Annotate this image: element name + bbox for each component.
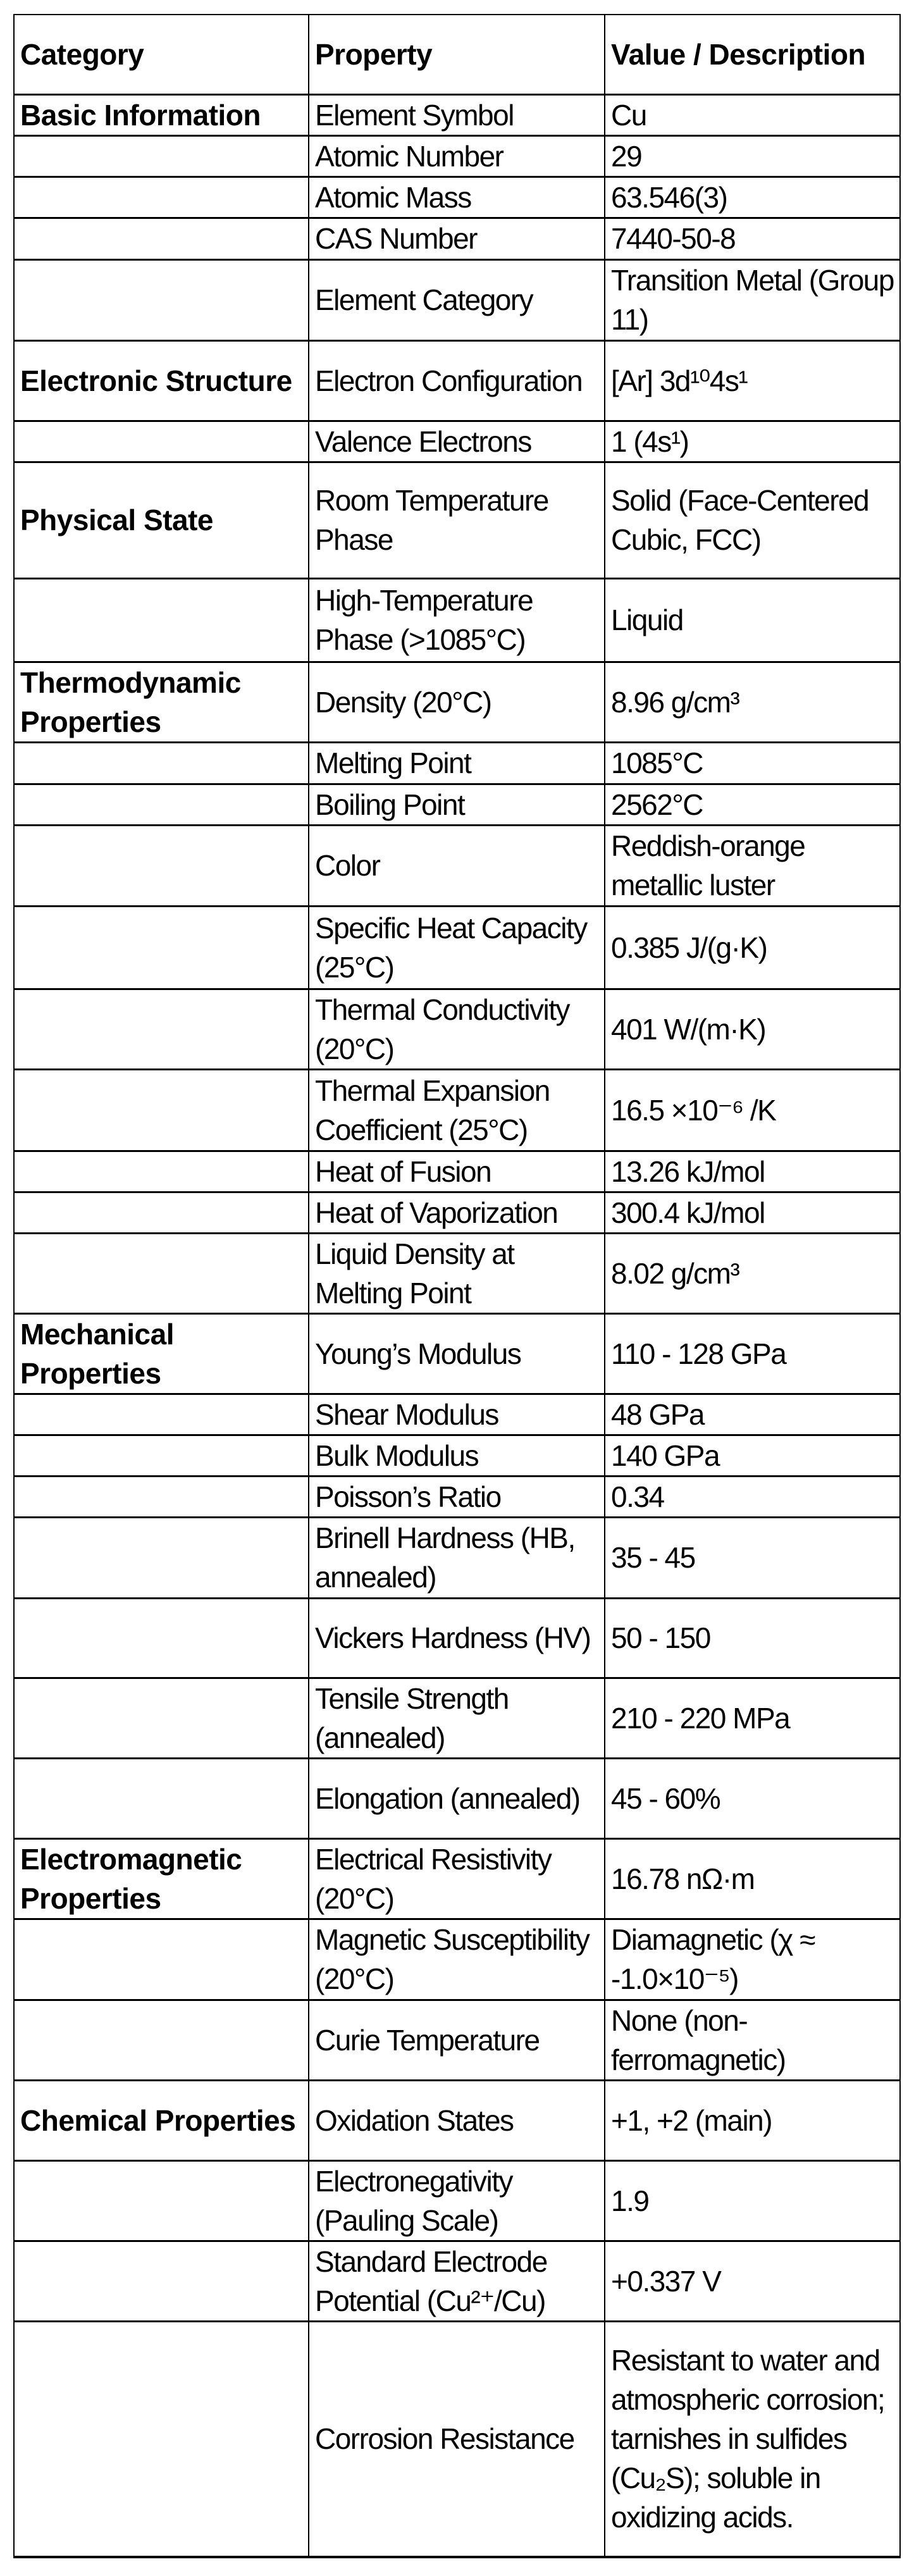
property-cell: Element Symbol <box>309 94 605 135</box>
value-cell: +1, +2 (main) <box>605 2080 900 2160</box>
category-cell: Electronic Structure <box>14 340 309 421</box>
table-row <box>14 2241 900 2321</box>
category-cell <box>14 1598 309 1678</box>
table-row <box>14 1192 900 1233</box>
property-cell: Vickers Hardness (HV) <box>309 1598 605 1678</box>
table-row <box>14 2000 900 2080</box>
category-cell <box>14 1678 309 1758</box>
category-cell <box>14 1435 309 1476</box>
table-row <box>14 1758 900 1838</box>
value-cell: 110 - 128 GPa <box>605 1313 900 1394</box>
property-cell: Melting Point <box>309 742 605 784</box>
value-cell: 29 <box>605 135 900 176</box>
value-cell: +0.337 V <box>605 2241 900 2321</box>
value-cell: 16.5 ×10⁻⁶ /K <box>605 1069 900 1151</box>
category-cell <box>14 1069 309 1151</box>
value-cell: Cu <box>605 94 900 135</box>
category-cell <box>14 578 309 662</box>
category-cell: Basic Information <box>14 94 309 135</box>
category-cell: Thermodynamic Properties <box>14 662 309 742</box>
property-cell: Specific Heat Capacity (25°C) <box>309 906 605 989</box>
table-row <box>14 1151 900 1192</box>
table-row <box>14 218 900 259</box>
header-property: Property <box>309 15 605 94</box>
category-cell <box>14 742 309 784</box>
property-cell: Corrosion Resistance <box>309 2321 605 2557</box>
category-cell <box>14 1151 309 1192</box>
table-row <box>14 340 900 421</box>
category-cell <box>14 1476 309 1517</box>
property-cell: Shear Modulus <box>309 1394 605 1435</box>
value-cell: 1085°C <box>605 742 900 784</box>
category-cell <box>14 259 309 340</box>
table-row <box>14 742 900 784</box>
value-cell: 8.96 g/cm³ <box>605 662 900 742</box>
property-cell: Young’s Modulus <box>309 1313 605 1394</box>
value-cell: Diamagnetic (χ ≈ -1.0×10⁻⁵) <box>605 1919 900 2000</box>
property-cell: Heat of Vaporization <box>309 1192 605 1233</box>
category-cell: Physical State <box>14 462 309 578</box>
value-cell: 16.78 nΩ·m <box>605 1838 900 1919</box>
table-row <box>14 825 900 906</box>
property-cell: Liquid Density at Melting Point <box>309 1233 605 1313</box>
header-value: Value / Description <box>605 15 900 94</box>
property-cell: Atomic Mass <box>309 176 605 218</box>
category-cell <box>14 825 309 906</box>
value-cell: Transition Metal (Group 11) <box>605 259 900 340</box>
category-cell <box>14 989 309 1069</box>
category-cell <box>14 1919 309 2000</box>
value-cell: None (non-ferromagnetic) <box>605 2000 900 2080</box>
value-cell: 7440-50-8 <box>605 218 900 259</box>
property-cell: Electrical Resistivity (20°C) <box>309 1838 605 1919</box>
table-row <box>14 1678 900 1758</box>
table-row <box>14 94 900 135</box>
property-cell: Heat of Fusion <box>309 1151 605 1192</box>
table-row <box>14 1394 900 1435</box>
category-cell: Mechanical Properties <box>14 1313 309 1394</box>
table-row <box>14 1598 900 1678</box>
property-cell: Bulk Modulus <box>309 1435 605 1476</box>
property-cell: Room Temperature Phase <box>309 462 605 578</box>
category-cell <box>14 135 309 176</box>
value-cell: 35 - 45 <box>605 1517 900 1598</box>
table-row <box>14 2321 900 2557</box>
property-cell: Oxidation States <box>309 2080 605 2160</box>
value-cell: 140 GPa <box>605 1435 900 1476</box>
category-cell <box>14 2241 309 2321</box>
value-cell: Solid (Face-Centered Cubic, FCC) <box>605 462 900 578</box>
category-cell <box>14 1192 309 1233</box>
category-cell <box>14 218 309 259</box>
table-row <box>14 2160 900 2241</box>
category-cell <box>14 906 309 989</box>
value-cell: Liquid <box>605 578 900 662</box>
table-row <box>14 989 900 1069</box>
value-cell: 2562°C <box>605 784 900 825</box>
table-row <box>14 259 900 340</box>
table-row <box>14 1838 900 1919</box>
table-row <box>14 135 900 176</box>
value-cell: 1 (4s¹) <box>605 421 900 462</box>
value-cell: 48 GPa <box>605 1394 900 1435</box>
property-cell: Poisson’s Ratio <box>309 1476 605 1517</box>
property-cell: Thermal Conductivity (20°C) <box>309 989 605 1069</box>
category-cell <box>14 176 309 218</box>
table-header-row <box>14 15 900 94</box>
table-row <box>14 176 900 218</box>
property-cell: Valence Electrons <box>309 421 605 462</box>
category-cell <box>14 1233 309 1313</box>
copper-properties-table <box>13 14 901 2558</box>
value-cell: 50 - 150 <box>605 1598 900 1678</box>
value-cell: 401 W/(m·K) <box>605 989 900 1069</box>
property-cell: Color <box>309 825 605 906</box>
property-cell: Electron Configuration <box>309 340 605 421</box>
property-cell: CAS Number <box>309 218 605 259</box>
category-cell <box>14 1517 309 1598</box>
property-cell: Standard Electrode Potential (Cu²⁺/Cu) <box>309 2241 605 2321</box>
table-row <box>14 2080 900 2160</box>
property-cell: Element Category <box>309 259 605 340</box>
category-cell: Chemical Properties <box>14 2080 309 2160</box>
property-cell: Elongation (annealed) <box>309 1758 605 1838</box>
value-cell: 0.385 J/(g·K) <box>605 906 900 989</box>
value-cell: Resistant to water and atmospheric corrosion; tarnishes in sulfides (Cu₂S); soluble in oxidizing acids. <box>605 2321 900 2557</box>
value-cell: 63.546(3) <box>605 176 900 218</box>
table-row <box>14 1069 900 1151</box>
category-cell <box>14 2321 309 2557</box>
value-cell: 8.02 g/cm³ <box>605 1233 900 1313</box>
table-row <box>14 1919 900 2000</box>
property-cell: Brinell Hardness (HB, annealed) <box>309 1517 605 1598</box>
table-row <box>14 1476 900 1517</box>
property-cell: Density (20°C) <box>309 662 605 742</box>
category-cell: Electromagnetic Properties <box>14 1838 309 1919</box>
value-cell: 45 - 60% <box>605 1758 900 1838</box>
property-cell: Atomic Number <box>309 135 605 176</box>
table-row <box>14 1435 900 1476</box>
property-cell: Thermal Expansion Coefficient (25°C) <box>309 1069 605 1151</box>
category-cell <box>14 421 309 462</box>
property-cell: Curie Temperature <box>309 2000 605 2080</box>
table-row <box>14 1233 900 1313</box>
value-cell: [Ar] 3d¹⁰4s¹ <box>605 340 900 421</box>
category-cell <box>14 1394 309 1435</box>
table-row <box>14 462 900 578</box>
category-cell <box>14 784 309 825</box>
category-cell <box>14 2000 309 2080</box>
value-cell: Reddish-orange metallic luster <box>605 825 900 906</box>
value-cell: 300.4 kJ/mol <box>605 1192 900 1233</box>
table-body <box>14 94 900 2557</box>
table-row <box>14 784 900 825</box>
property-cell: Electronegativity (Pauling Scale) <box>309 2160 605 2241</box>
table-row <box>14 578 900 662</box>
value-cell: 210 - 220 MPa <box>605 1678 900 1758</box>
table-row <box>14 1517 900 1598</box>
table-row <box>14 662 900 742</box>
property-cell: Boiling Point <box>309 784 605 825</box>
header-category: Category <box>14 15 309 94</box>
property-cell: Magnetic Susceptibility (20°C) <box>309 1919 605 2000</box>
value-cell: 0.34 <box>605 1476 900 1517</box>
value-cell: 1.9 <box>605 2160 900 2241</box>
table-row <box>14 421 900 462</box>
property-cell: Tensile Strength (annealed) <box>309 1678 605 1758</box>
category-cell <box>14 2160 309 2241</box>
table-row <box>14 1313 900 1394</box>
value-cell: 13.26 kJ/mol <box>605 1151 900 1192</box>
category-cell <box>14 1758 309 1838</box>
property-cell: High-Temperature Phase (>1085°C) <box>309 578 605 662</box>
table-row <box>14 906 900 989</box>
